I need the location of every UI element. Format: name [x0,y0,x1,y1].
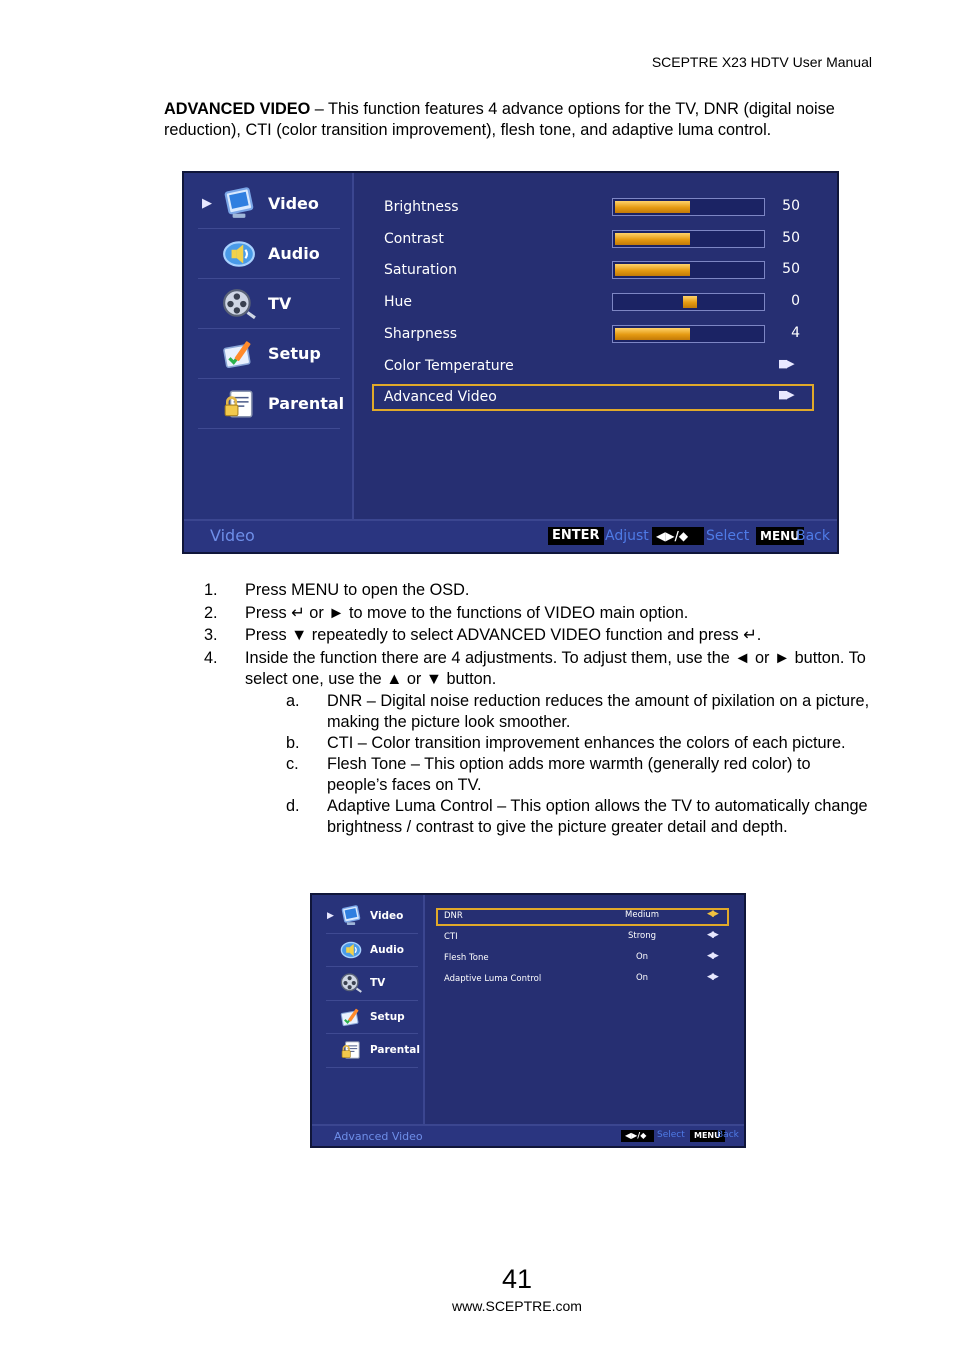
setting-label: Advanced Video [384,389,497,406]
sidebar-item-label: Setup [268,344,321,363]
submenu-enter-icon[interactable]: ▮▮▶ [778,356,793,370]
setting-value: Strong [627,931,657,941]
sidebar-item-setup[interactable] [198,329,340,379]
menu-key-badge: MENU [690,1130,725,1142]
sidebar-item-tv[interactable] [326,967,418,1001]
sidebar-item-tv[interactable] [198,279,340,329]
setting-label: Brightness [384,199,459,215]
footer-title: Video [210,526,255,545]
osd-footer [312,1124,744,1146]
list-item-letter: c. [286,755,299,773]
list-item-text: Press ↵ or ► to move to the functions of VIDEO main option. [245,603,689,622]
setting-value: On [635,973,649,983]
setting-slider[interactable] [612,325,765,343]
sidebar-item-label: Setup [370,1010,405,1023]
select-hint: Select [657,1130,685,1140]
sub-list-item [286,733,874,754]
left-right-arrows-icon[interactable]: ◀▶ [707,951,717,961]
setting-row-adaptive-luma-control[interactable] [444,970,724,988]
submenu-enter-icon[interactable]: ▮▮▶ [778,388,793,402]
active-arrow-icon: ▶ [202,196,212,211]
parental-lock-icon [340,1039,362,1061]
setting-value: 50 [782,261,800,278]
back-hint: Back [717,1130,739,1140]
film-reel-icon [222,287,256,321]
sub-list-item [286,754,874,796]
slider-fill [615,201,690,213]
slider-fill [615,328,690,340]
setting-value: 50 [782,198,800,214]
list-item-text: Flesh Tone – This option adds more warmth (generally red color) to people’s faces on TV. [327,755,811,794]
list-item-letter: a. [286,692,300,710]
speaker-icon [340,939,362,961]
setting-row-flesh-tone[interactable] [444,949,724,967]
setting-row-color-temperature[interactable] [384,352,804,380]
sub-list-item [286,691,874,733]
sidebar-item-label: Video [370,910,404,923]
setting-slider[interactable] [612,198,765,216]
setting-label: Saturation [384,262,457,279]
back-hint: Back [796,528,830,544]
sidebar-item-label: TV [268,294,292,313]
menu-key-badge: MENU [756,527,804,545]
slider-fill [615,264,690,276]
setting-value: 0 [791,293,800,310]
slider-fill [615,233,690,245]
list-item-text: CTI – Color transition improvement enhances the colors of each picture. [327,734,846,752]
sub-list-item [286,796,874,838]
website-url: www.SCEPTRE.com [452,1298,582,1314]
intro-heading: ADVANCED VIDEO [164,100,311,118]
list-item-number: 2. [204,603,218,622]
adjust-hint: Adjust [605,528,649,544]
setting-value: Medium [625,910,659,920]
setting-label: Flesh Tone [444,953,489,963]
enter-key-badge: ENTER [548,527,604,545]
selection-highlight [372,384,814,411]
sidebar-item-audio[interactable] [326,934,418,968]
osd-footer [184,519,837,552]
list-item-number: 3. [204,626,218,644]
setting-label: Color Temperature [384,357,514,374]
list-item [204,603,874,624]
parental-lock-icon [222,387,256,421]
setting-label: Contrast [384,230,444,247]
left-right-arrows-icon[interactable]: ◀▶ [707,930,717,940]
nav-arrows-badge: ◀▶/◆ [652,527,704,545]
speaker-icon [222,237,256,271]
sidebar-item-video[interactable] [198,179,340,229]
sidebar-item-video[interactable] [326,900,418,934]
setting-value: On [635,952,649,962]
sidebar-item-label: Audio [268,244,320,263]
list-item [204,625,874,646]
setup-pen-icon [340,1006,362,1028]
setting-row-cti[interactable] [444,928,724,946]
selection-highlight [436,908,729,926]
sidebar-item-parental[interactable] [326,1034,418,1068]
slider-knob [683,296,697,308]
film-reel-icon [340,972,362,994]
setup-pen-icon [222,337,256,371]
setting-slider[interactable] [612,230,765,248]
list-item-text: Press ▼ repeatedly to select ADVANCED VIDEO function and press ↵. [245,626,762,644]
list-item-letter: b. [286,734,300,752]
video-monitor-icon [340,905,362,927]
video-menu-screenshot [182,171,839,554]
left-right-arrows-icon[interactable]: ◀▶ [707,972,717,982]
sidebar-item-label: TV [370,977,386,990]
list-item-text: Inside the function there are 4 adjustments. To adjust them, use the ◄ or ► button. To select one, use the ▲ or ▼ button. [245,648,866,688]
setting-label: DNR [444,911,463,921]
list-item-text: DNR – Digital noise reduction reduces the amount of pixilation on a picture, making the picture look smoother. [327,692,870,731]
list-item-letter: d. [286,797,300,815]
intro-paragraph [164,99,874,141]
active-arrow-icon: ▶ [327,911,334,922]
setting-value: 50 [782,229,800,246]
advanced-video-menu-screenshot [310,893,746,1148]
footer-title: Advanced Video [334,1130,423,1143]
sidebar-item-setup[interactable] [326,1001,418,1035]
list-item [204,580,874,601]
sidebar-item-label: Video [268,194,319,213]
setting-label: Sharpness [384,325,458,342]
list-item-number: 4. [204,648,218,667]
sidebar-item-label: Parental [370,1044,420,1057]
setting-slider[interactable] [612,261,765,279]
list-item-number: 1. [204,581,218,599]
nav-arrows-badge: ◀▶/◆ [621,1130,654,1142]
left-right-arrows-icon[interactable]: ◀▶ [707,909,717,919]
setting-label: CTI [444,932,458,942]
instruction-list [204,580,874,838]
intro-text: – This function features 4 advance options for the TV, DNR (digital noise reduction), CTI (color transition improvement), flesh tone, and adaptive luma control. [164,100,835,139]
setting-label: Adaptive Luma Control [444,974,542,984]
list-item-text: Adaptive Luma Control – This option allows the TV to automatically change brightness / contrast to give the picture greater detail and depth. [327,797,868,836]
video-monitor-icon [222,187,256,221]
select-hint: Select [706,528,750,544]
setting-value: 4 [791,324,800,341]
list-item-text: Press MENU to open the OSD. [245,581,470,599]
sidebar-item-audio[interactable] [198,229,340,279]
page-number: 41 [501,1264,533,1294]
sidebar-item-label: Audio [370,943,404,956]
list-item [204,648,874,690]
sidebar-item-label: Parental [268,394,345,413]
sidebar-item-parental[interactable] [198,379,345,429]
setting-label: Hue [384,294,413,311]
page-header: SCEPTRE X23 HDTV User Manual [651,54,872,70]
setting-slider[interactable] [612,293,765,311]
